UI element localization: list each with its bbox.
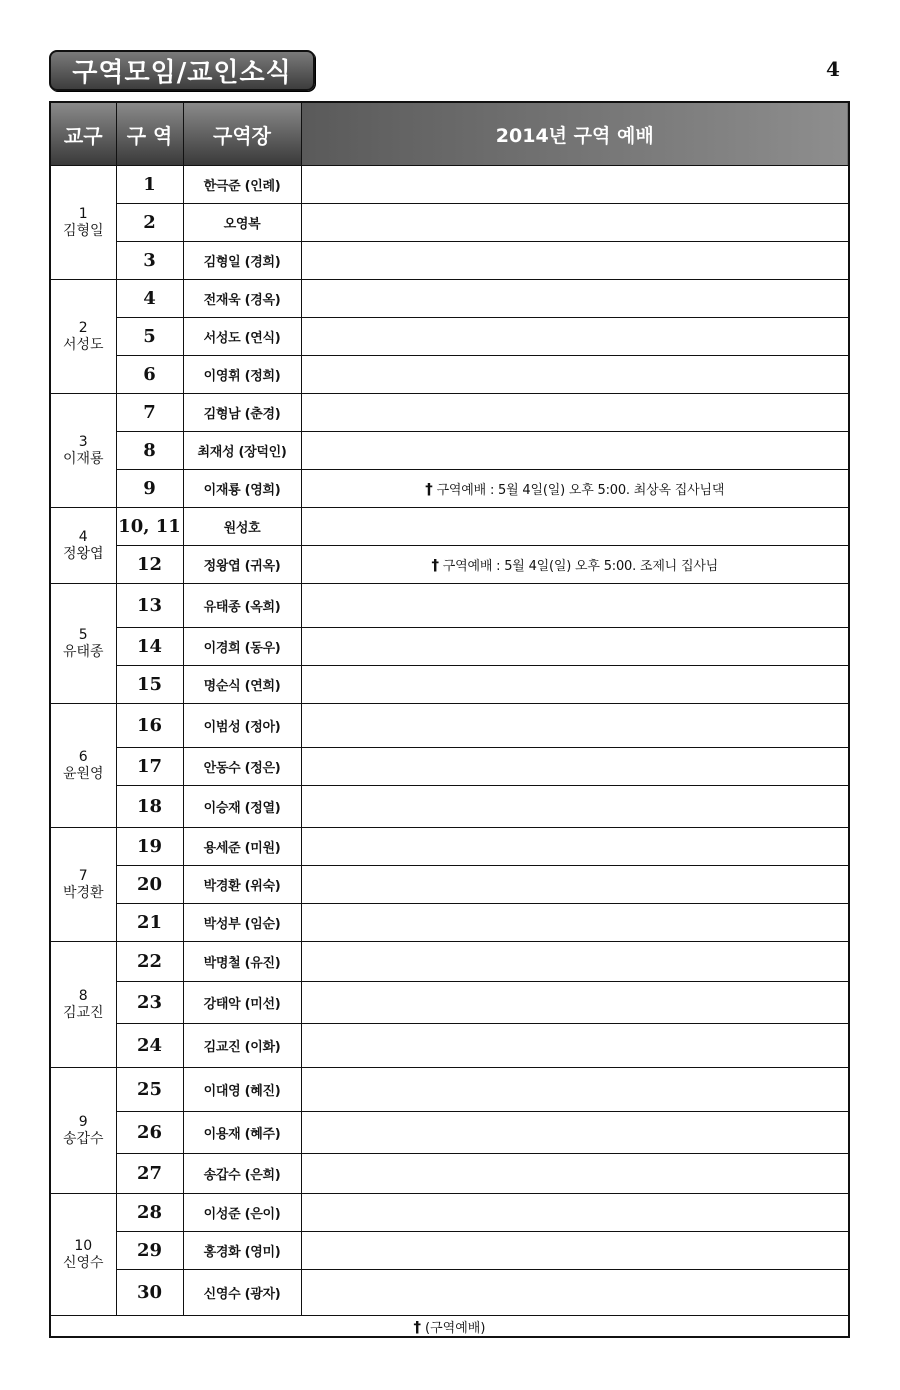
zone-number: 4 xyxy=(116,280,183,318)
zone-number: 29 xyxy=(116,1232,183,1270)
district-pastor-name: 김교진 xyxy=(62,1004,104,1021)
zone-number: 25 xyxy=(116,1068,183,1112)
worship-note xyxy=(301,1194,849,1232)
table-row xyxy=(50,546,849,584)
table-row xyxy=(50,1194,849,1232)
table-row xyxy=(50,704,849,748)
zone-number: 28 xyxy=(116,1194,183,1232)
district-pastor-name: 이재룡 xyxy=(62,450,104,467)
zone-leader: 정왕엽 (귀옥) xyxy=(183,546,301,584)
zone-number: 27 xyxy=(116,1154,183,1194)
zone-number: 7 xyxy=(116,394,183,432)
zone-leader: 전재욱 (경옥) xyxy=(183,280,301,318)
zone-leader: 홍경화 (영미) xyxy=(183,1232,301,1270)
footer-label: (구역예배) xyxy=(425,1320,486,1336)
table-row xyxy=(50,1068,849,1112)
footer-note xyxy=(50,1316,849,1338)
district-pastor-name: 박경환 xyxy=(62,884,104,901)
worship-note xyxy=(301,356,849,394)
zone-leader: 박경환 (위숙) xyxy=(183,866,301,904)
table-row xyxy=(50,584,849,628)
worship-note xyxy=(301,1232,849,1270)
district-number: 10 xyxy=(74,1237,93,1254)
table-row xyxy=(50,748,849,786)
district-number: 7 xyxy=(78,867,88,884)
worship-note xyxy=(301,470,849,508)
header-district: 교구 xyxy=(50,102,116,166)
table-row xyxy=(50,1154,849,1194)
worship-note xyxy=(301,1270,849,1316)
section-title: 구역모임/교인소식 xyxy=(49,50,315,91)
zone-leader: 이영휘 (정희) xyxy=(183,356,301,394)
zone-number: 19 xyxy=(116,828,183,866)
cross-icon: † xyxy=(431,556,439,574)
district-number: 1 xyxy=(78,205,88,222)
zone-number: 13 xyxy=(116,584,183,628)
district-cell xyxy=(50,280,116,394)
worship-note xyxy=(301,1068,849,1112)
zone-leader: 서성도 (연식) xyxy=(183,318,301,356)
worship-note xyxy=(301,704,849,748)
zone-leader: 이재룡 (영희) xyxy=(183,470,301,508)
worship-note xyxy=(301,1112,849,1154)
worship-note xyxy=(301,1154,849,1194)
district-pastor-name: 서성도 xyxy=(62,336,104,353)
table-row xyxy=(50,394,849,432)
district-number: 9 xyxy=(78,1113,88,1130)
zone-leader: 오영복 xyxy=(183,204,301,242)
cross-icon: † xyxy=(425,480,433,498)
zone-number: 22 xyxy=(116,942,183,982)
table-row xyxy=(50,628,849,666)
district-number: 8 xyxy=(78,987,88,1004)
district-number: 3 xyxy=(78,433,88,450)
zone-number: 5 xyxy=(116,318,183,356)
table-row xyxy=(50,356,849,394)
header-worship: 2014년 구역 예배 xyxy=(301,102,849,166)
district-cell xyxy=(50,828,116,942)
zone-number: 1 xyxy=(116,166,183,204)
zone-leader: 유태종 (옥희) xyxy=(183,584,301,628)
zone-leader: 최재성 (장덕인) xyxy=(183,432,301,470)
district-number: 6 xyxy=(78,748,88,765)
worship-note xyxy=(301,508,849,546)
zone-number: 24 xyxy=(116,1024,183,1068)
page-number: 4 xyxy=(826,57,840,81)
table-row xyxy=(50,204,849,242)
worship-note xyxy=(301,280,849,318)
footer-row xyxy=(50,1316,849,1338)
zone-number: 12 xyxy=(116,546,183,584)
zone-number: 14 xyxy=(116,628,183,666)
zone-leader: 이용재 (혜주) xyxy=(183,1112,301,1154)
district-pastor-name: 김형일 xyxy=(62,222,104,239)
worship-note-text: 구역예배 : 5월 4일(일) 오후 5:00. 최상옥 집사님댁 xyxy=(436,483,725,498)
worship-note xyxy=(301,866,849,904)
worship-note xyxy=(301,242,849,280)
zone-leader: 송갑수 (은희) xyxy=(183,1154,301,1194)
zone-leader: 강태악 (미선) xyxy=(183,982,301,1024)
zone-leader: 명순식 (연희) xyxy=(183,666,301,704)
worship-note xyxy=(301,982,849,1024)
zone-worship-table xyxy=(49,101,850,1338)
district-cell xyxy=(50,1194,116,1316)
header-zone: 구 역 xyxy=(116,102,183,166)
district-cell xyxy=(50,394,116,508)
zone-leader: 김형일 (경희) xyxy=(183,242,301,280)
zone-number: 30 xyxy=(116,1270,183,1316)
zone-number: 10, 11 xyxy=(116,508,183,546)
worship-note xyxy=(301,394,849,432)
worship-note xyxy=(301,666,849,704)
district-pastor-name: 신영수 xyxy=(62,1254,104,1271)
cross-icon: † xyxy=(413,1317,422,1336)
worship-note xyxy=(301,584,849,628)
district-pastor-name: 송갑수 xyxy=(62,1130,104,1147)
zone-leader: 박명철 (유진) xyxy=(183,942,301,982)
district-pastor-name: 유태종 xyxy=(62,643,104,660)
table-row xyxy=(50,166,849,204)
district-pastor-name: 윤원영 xyxy=(62,765,104,782)
table-row xyxy=(50,470,849,508)
zone-number: 3 xyxy=(116,242,183,280)
zone-leader: 신영수 (광자) xyxy=(183,1270,301,1316)
district-pastor-name: 정왕엽 xyxy=(62,545,104,562)
zone-number: 16 xyxy=(116,704,183,748)
table-row xyxy=(50,982,849,1024)
zone-leader: 박성부 (임순) xyxy=(183,904,301,942)
zone-number: 8 xyxy=(116,432,183,470)
table-header-row xyxy=(50,102,849,166)
district-number: 4 xyxy=(78,528,88,545)
table-row xyxy=(50,666,849,704)
worship-note xyxy=(301,748,849,786)
zone-number: 15 xyxy=(116,666,183,704)
zone-number: 26 xyxy=(116,1112,183,1154)
table-row xyxy=(50,508,849,546)
zone-leader: 이범성 (정아) xyxy=(183,704,301,748)
zone-number: 6 xyxy=(116,356,183,394)
zone-leader: 김교진 (이화) xyxy=(183,1024,301,1068)
worship-note xyxy=(301,942,849,982)
worship-note xyxy=(301,786,849,828)
table-row xyxy=(50,942,849,982)
zone-leader: 김형남 (춘경) xyxy=(183,394,301,432)
district-cell xyxy=(50,1068,116,1194)
table-row xyxy=(50,1270,849,1316)
table-row xyxy=(50,904,849,942)
zone-leader: 이대영 (혜진) xyxy=(183,1068,301,1112)
table-row xyxy=(50,1024,849,1068)
table-row xyxy=(50,318,849,356)
worship-note xyxy=(301,546,849,584)
zone-number: 20 xyxy=(116,866,183,904)
table-row xyxy=(50,1232,849,1270)
district-number: 2 xyxy=(78,319,88,336)
district-cell xyxy=(50,704,116,828)
zone-leader: 안동수 (정은) xyxy=(183,748,301,786)
zone-number: 17 xyxy=(116,748,183,786)
worship-note xyxy=(301,166,849,204)
zone-leader: 이성준 (은이) xyxy=(183,1194,301,1232)
table-row xyxy=(50,786,849,828)
zone-leader: 한극준 (인례) xyxy=(183,166,301,204)
header-leader: 구역장 xyxy=(183,102,301,166)
table-row xyxy=(50,432,849,470)
zone-leader: 원성호 xyxy=(183,508,301,546)
worship-note xyxy=(301,432,849,470)
zone-number: 2 xyxy=(116,204,183,242)
zone-leader: 이승재 (정열) xyxy=(183,786,301,828)
district-cell xyxy=(50,508,116,584)
worship-note xyxy=(301,1024,849,1068)
worship-note-text: 구역예배 : 5월 4일(일) 오후 5:00. 조제니 집사님 xyxy=(442,559,719,574)
zone-number: 21 xyxy=(116,904,183,942)
zone-number: 18 xyxy=(116,786,183,828)
worship-note xyxy=(301,904,849,942)
zone-number: 23 xyxy=(116,982,183,1024)
worship-note xyxy=(301,628,849,666)
table-row xyxy=(50,866,849,904)
table-row xyxy=(50,280,849,318)
zone-leader: 이경희 (동우) xyxy=(183,628,301,666)
worship-note xyxy=(301,204,849,242)
zone-leader: 용세준 (미원) xyxy=(183,828,301,866)
worship-note xyxy=(301,828,849,866)
zone-number: 9 xyxy=(116,470,183,508)
district-cell xyxy=(50,166,116,280)
district-cell xyxy=(50,584,116,704)
table-row xyxy=(50,828,849,866)
district-cell xyxy=(50,942,116,1068)
table-row xyxy=(50,242,849,280)
table-body xyxy=(50,166,849,1316)
table-row xyxy=(50,1112,849,1154)
worship-note xyxy=(301,318,849,356)
district-number: 5 xyxy=(78,626,88,643)
